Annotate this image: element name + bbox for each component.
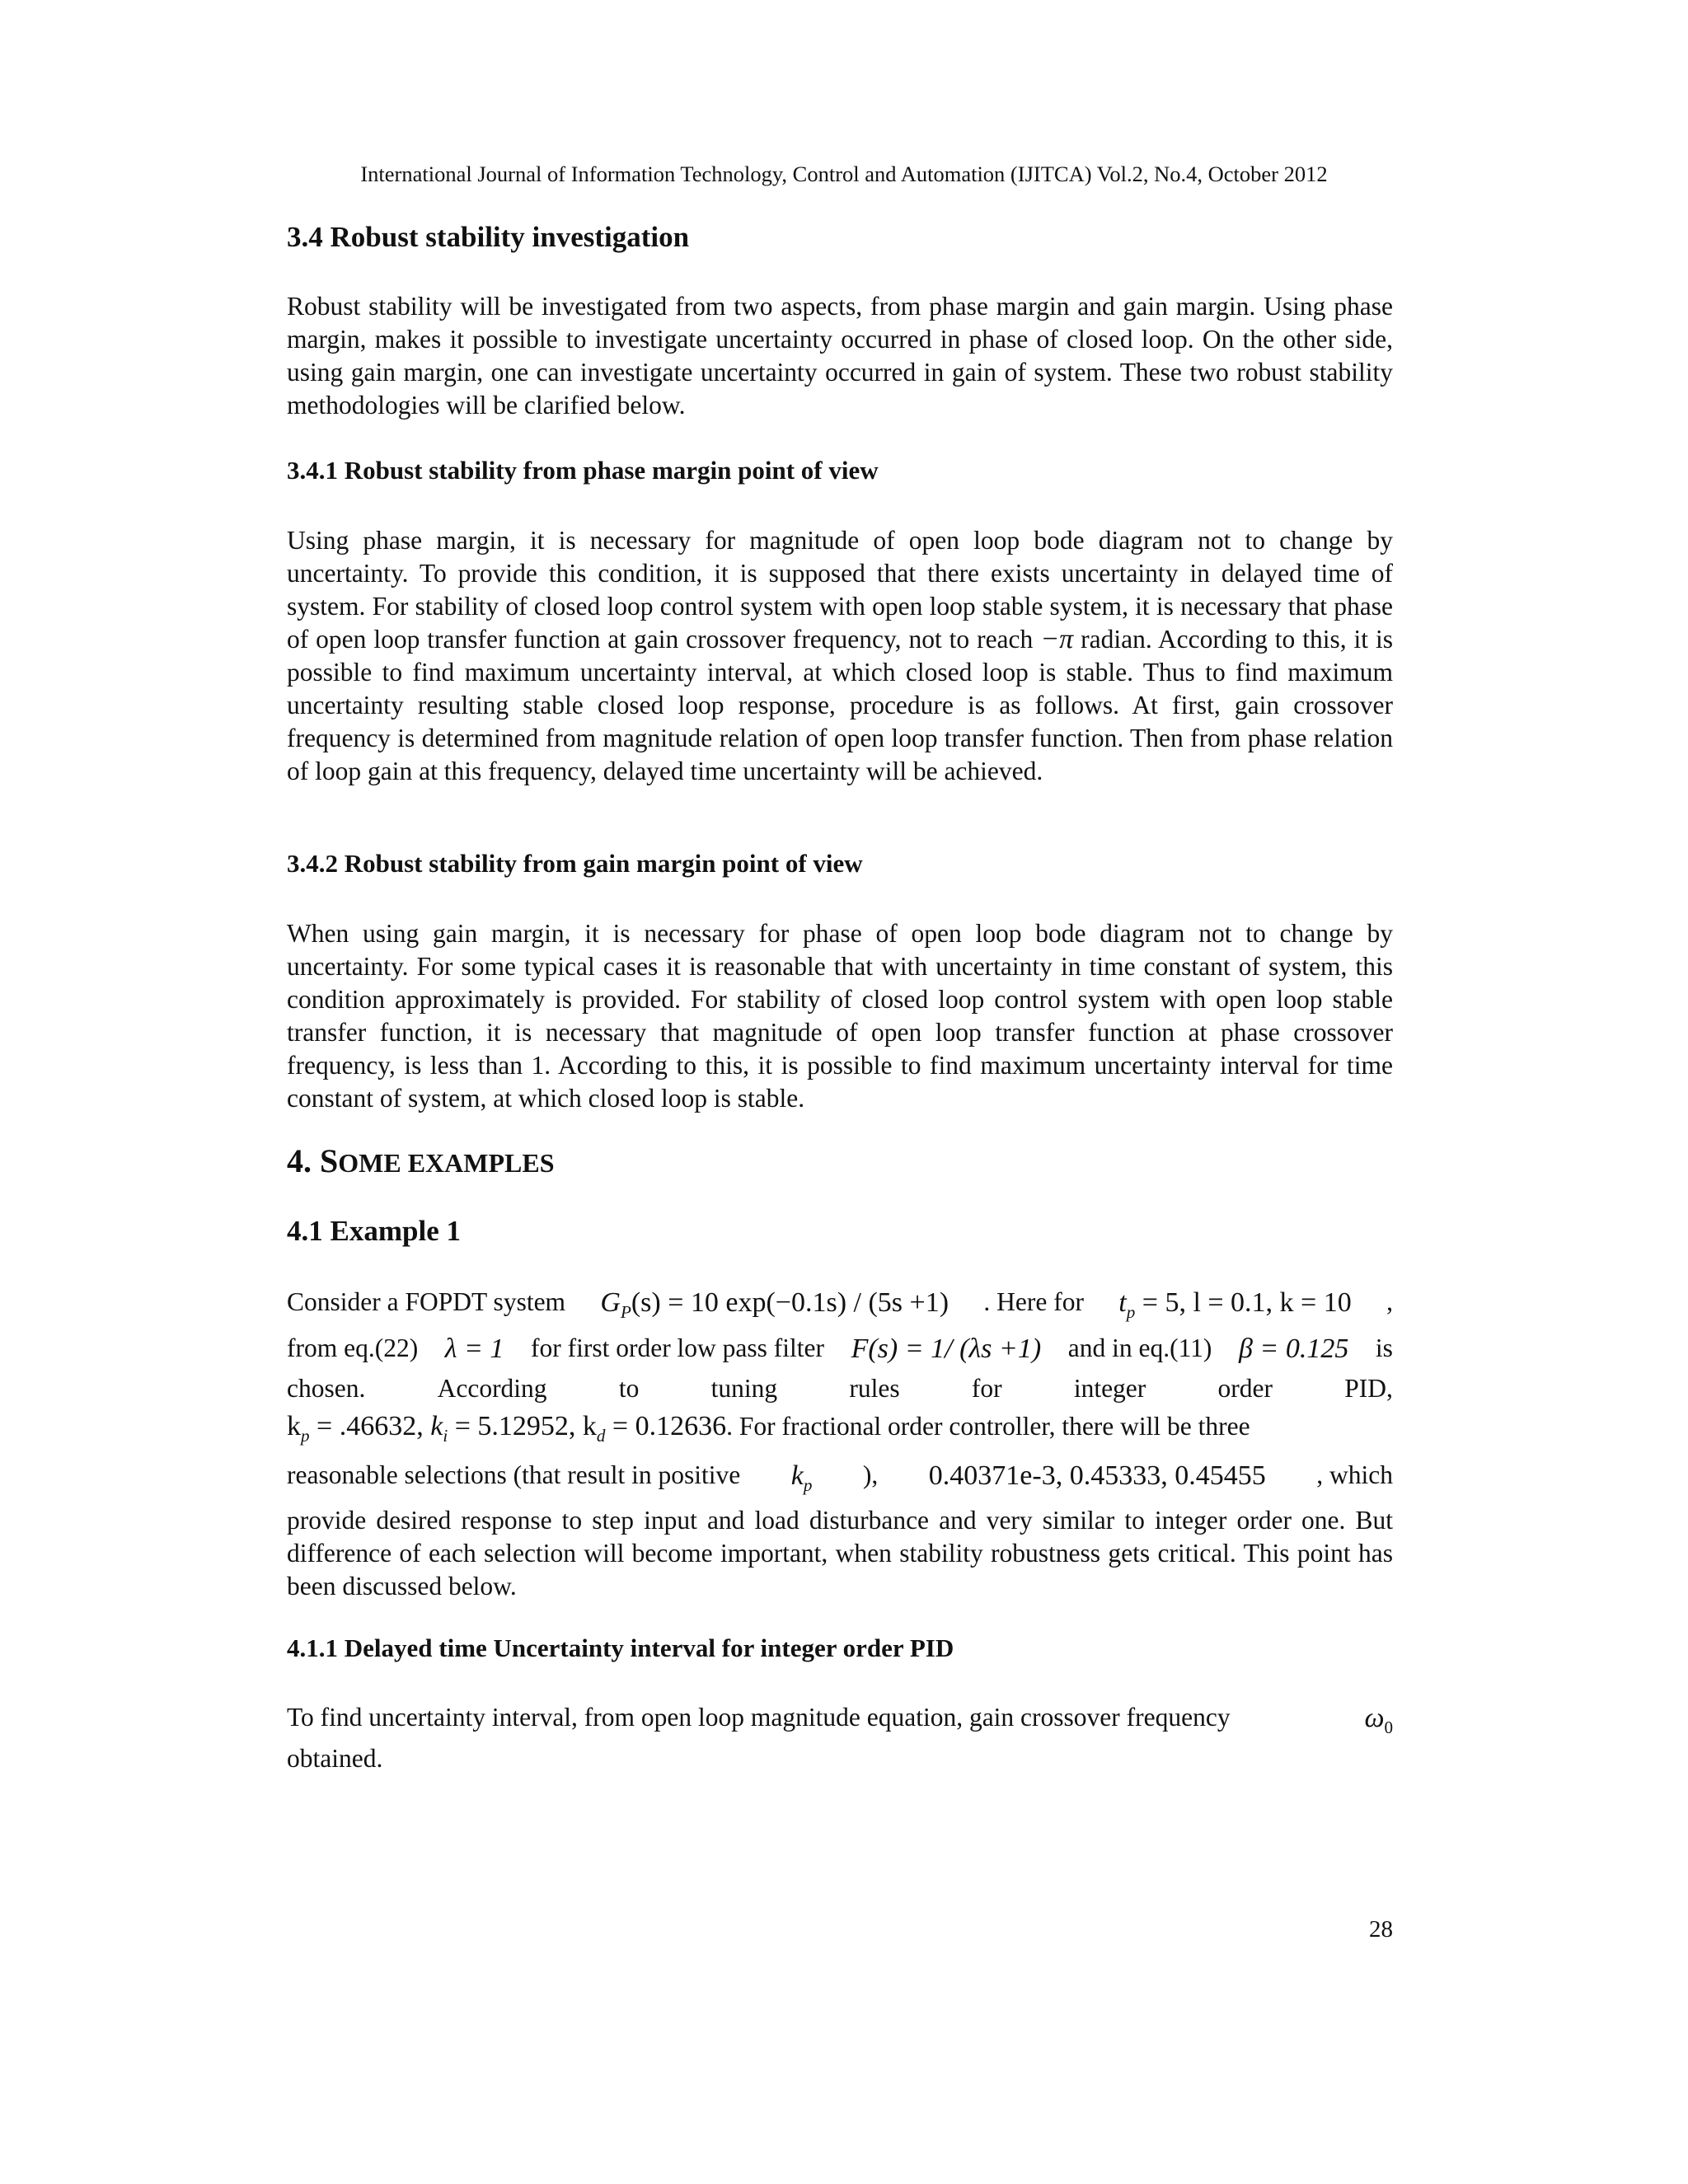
example-l3-word: rules xyxy=(849,1374,900,1403)
section-3-4-body: Robust stability will be investigated from two aspects, from phase margin and gain margin. Using phase margin, makes it possible to investigate uncertainty occurred in phase of closed loop. On the other side, using gain margin, one can investigate uncertainty occurred in gain of system. These two robust stability methodologies will be clarified below. xyxy=(287,292,1393,419)
fractional-selections: 0.40371e-3, 0.45333, 0.45455 xyxy=(928,1460,1266,1491)
beta-value: β = 0.125 xyxy=(1238,1333,1349,1364)
example-l3-word: tuning xyxy=(710,1374,778,1403)
example-l1-text3: , xyxy=(1386,1287,1393,1316)
pid-gain-ki: $k_i = 5.12952$, xyxy=(430,1411,583,1446)
example-line-3 xyxy=(287,1374,1393,1404)
section-3-4-1-heading: 3.4.1 Robust stability from phase margin point of view xyxy=(287,456,879,485)
example-l3-word: According xyxy=(437,1374,547,1403)
example-l3-word: order xyxy=(1217,1374,1273,1403)
pid-gain-kp: $k_p = .46632$, xyxy=(287,1411,431,1446)
example-l2-text3: and in eq.(11) xyxy=(1067,1333,1212,1362)
section-4-heading xyxy=(287,1141,554,1180)
page-number: 28 xyxy=(1369,1916,1393,1943)
section-3-4-2-body: When using gain margin, it is necessary for phase of open loop bode diagram not to change by uncertainty. For some typical cases it is reasonable that with uncertainty in time constant of system, this condition approximately is provided. For stability of closed loop control system with open loop stable transfer function, it is necessary that magnitude of open loop transfer function at phase crossover frequency, is less than 1. According to this, it is possible to find maximum uncertainty interval for time constant of system, at which closed loop is stable. xyxy=(287,919,1393,1113)
example-l2-text1: from eq.(22) xyxy=(287,1333,419,1362)
example-l5-text3: , which xyxy=(1316,1460,1393,1489)
plant-transfer-function: $G_P(s) = 10$ exp(−0.1s) / (5s +1) xyxy=(600,1287,950,1322)
example-l1-text2: . Here for xyxy=(983,1287,1084,1316)
lambda-value: λ = 1 xyxy=(444,1333,504,1364)
example-l3-word: integer xyxy=(1073,1374,1146,1403)
section-3-4-1-text-a: Using phase margin, it is necessary for magnitude of open loop bode diagram not to change by uncertainty. To provide this condition, it is supposed that there exists uncertainty in delayed time of system. For stability of closed loop control system with open loop stable system, it is necessary that phase of open loop transfer function at gain crossover frequency, not to reach xyxy=(287,526,1393,654)
example-l1-text1: Consider a FOPDT system xyxy=(287,1287,566,1316)
section-3-4-heading: 3.4 Robust stability investigation xyxy=(287,221,690,253)
positive-kp-symbol: $k_p$ xyxy=(790,1460,813,1495)
running-header: International Journal of Information Technology, Control and Automation (IJITCA) Vol.2, No.4, October 2012 xyxy=(360,162,1328,186)
plant-parameters: $t_p = 5$, l = 0.1, k = 10 xyxy=(1118,1287,1352,1322)
section-4-heading-first: S xyxy=(320,1142,339,1179)
pid-gain-kd: $k_d = 0.12636$ xyxy=(582,1411,727,1446)
section-4-number: 4. xyxy=(287,1142,320,1179)
example-l4-text: . For fractional order controller, there will be three xyxy=(726,1412,1250,1441)
example-l3-word: for xyxy=(971,1374,1002,1403)
example-line-4 xyxy=(287,1411,1393,1446)
example-l5-text1: reasonable selections (that result in positive xyxy=(287,1460,741,1489)
example-l2-text2: for first order low pass filter xyxy=(531,1333,825,1362)
example-line-2 xyxy=(287,1333,1393,1365)
section-3-4-1-text-b: radian. According to this, it is possible to find maximum uncertainty interval, at which closed loop is stable. Thus to find maximum uncertainty resulting stable closed loop response, procedure is as follows. At first, gain crossover frequency is determined from magnitude relation of open loop transfer function. Then from phase relation of loop gain at this frequency, delayed time uncertainty will be achieved. xyxy=(287,625,1394,785)
minus-pi-symbol: −π xyxy=(1040,624,1074,654)
section-4-1-1-text: To find uncertainty interval, from open loop magnitude equation, gain crossover frequency xyxy=(287,1703,1231,1732)
section-4-1-1-line-2: obtained. xyxy=(287,1744,383,1773)
section-3-4-1-body xyxy=(287,524,1393,788)
example-l2-text4: is xyxy=(1375,1333,1393,1362)
filter-transfer-function: F(s) = 1/ (λs +1) xyxy=(851,1333,1042,1364)
example-l3-word: to xyxy=(618,1374,640,1403)
section-4-1-heading: 4.1 Example 1 xyxy=(287,1215,461,1247)
example-body-rest: provide desired response to step input and load disturbance and very similar to integer order one. But difference of each selection will become important, when stability robustness gets critical. This point has been discussed below. xyxy=(287,1506,1393,1601)
example-l5-text2: ), xyxy=(862,1460,879,1489)
example-line-1 xyxy=(287,1287,1393,1323)
example-line-5 xyxy=(287,1460,1393,1496)
example-l3-word: PID, xyxy=(1344,1374,1393,1403)
example-l3-word: chosen. xyxy=(287,1374,366,1403)
section-3-4-2-heading: 3.4.2 Robust stability from gain margin point of view xyxy=(287,849,863,878)
section-4-1-1-heading: 4.1.1 Delayed time Uncertainty interval for integer order PID xyxy=(287,1633,954,1662)
section-4-heading-rest: OME EXAMPLES xyxy=(338,1148,555,1178)
gain-crossover-omega: $\omega_0$ xyxy=(1364,1703,1393,1737)
section-4-1-1-line-1 xyxy=(287,1703,1393,1738)
